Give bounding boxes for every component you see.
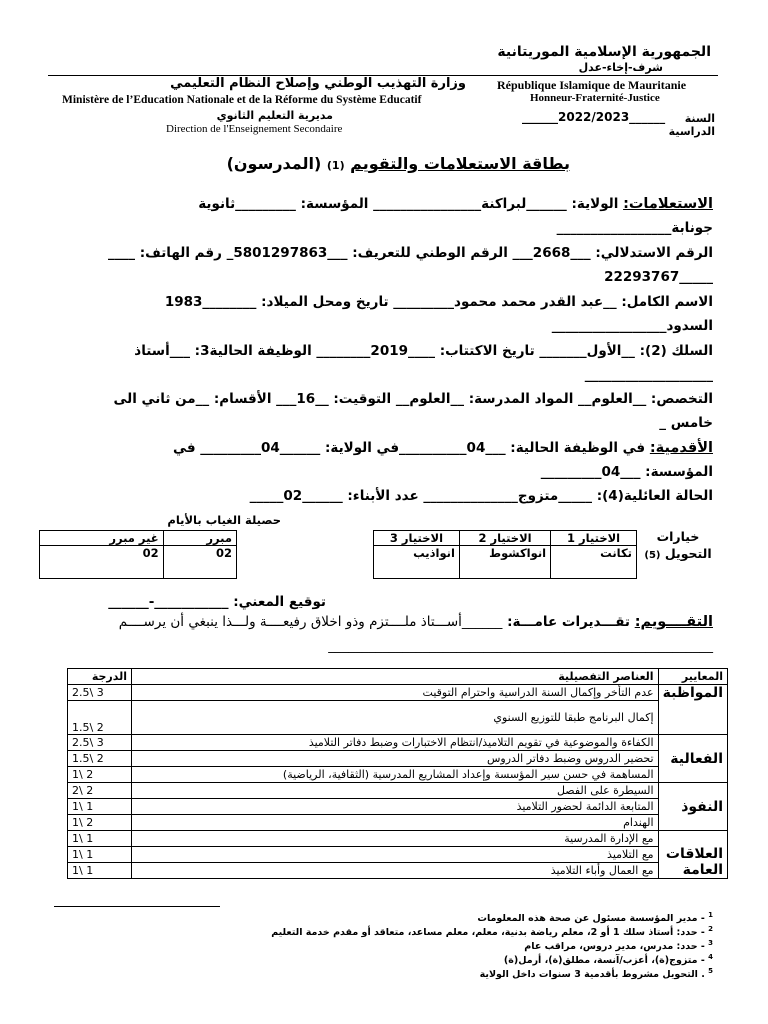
- school-year-label-2: الدراسية: [668, 125, 715, 138]
- direction-ar: مديرية التعليم الثانوي: [216, 109, 333, 122]
- info-line-4b: ___________________: [584, 367, 713, 383]
- criteria-grade: 1.5\ 2: [68, 751, 132, 767]
- ministry-ar: وزارة التهذيب الوطني وإصلاح النظام التعليمي: [170, 76, 466, 91]
- info-line-4: السلك (2): __الأول_______ تاريخ الاكتتاب: ____2019________ الوظيفة الحالية3: ___أستاذ: [134, 343, 713, 359]
- criteria-grade: 1\ 1: [68, 863, 132, 879]
- absence-table: [39, 530, 237, 579]
- evaluation-label: التقــــويم:: [634, 614, 713, 630]
- info-line-5b: خامس _: [659, 415, 713, 431]
- country-name-fr: République Islamique de Mauritanie: [497, 78, 687, 92]
- criteria-grade: 1\ 1: [68, 799, 132, 815]
- choice-1-value: تكانت: [551, 546, 637, 579]
- absence-unjustified-header: غير مبرر: [40, 531, 164, 546]
- info-line-1b: جونابة_________________: [556, 220, 713, 236]
- transfer-label-ref: (5): [644, 550, 661, 561]
- info-line-2: الرقم الاستدلالي: ___2668___ الرقم الوطني للتعريف: ___5801297863_ رقم الهاتف: ____: [108, 245, 713, 261]
- title-sub: (المدرسون): [226, 154, 322, 173]
- choice-2-header: الاختيار 2: [459, 531, 550, 546]
- criterion-influence: النفوذ: [658, 783, 727, 831]
- transfer-choices-table: [373, 530, 637, 579]
- info-line-6-text: في الوظيفة الحالية: ___04__________في الولاية: ______04_________ في: [173, 440, 646, 456]
- signature-line: ___________-______: [108, 594, 229, 610]
- criteria-header-criterion: المعايير: [658, 669, 727, 685]
- info-line-3: الاسم الكامل: __عبد القدر محمد محمود_________ تاريخ ومحل الميلاد: ________1983: [164, 294, 713, 310]
- criteria-header-grade: الدرجة: [68, 669, 132, 685]
- info-line-3b: السدود_________________: [551, 318, 713, 334]
- absence-justified-header: مبرر: [163, 531, 236, 546]
- criterion-effectiveness: الفعالية: [658, 735, 727, 783]
- footnote-num: 3: [708, 939, 713, 947]
- page-title: [227, 154, 570, 173]
- school-year-value: ______2022/2023______: [522, 110, 666, 124]
- evaluation-line-2: _________________________________________________________: [328, 638, 713, 654]
- ministry-fr: Ministère de l’Education Nationale et de la Réforme du Système Educatif: [62, 94, 422, 106]
- choice-3-value: انواذيب: [374, 546, 460, 579]
- info-line-2b: _____22293767: [604, 269, 713, 285]
- footnote-5: [480, 967, 713, 980]
- transfer-label-text: خيارات التحويل: [656, 529, 712, 561]
- criteria-item: السيطرة على الفصل: [132, 783, 659, 799]
- title-footnote-ref: (1): [326, 159, 345, 172]
- criteria-grade: 2.5\ 3: [68, 735, 132, 751]
- absence-justified-value: 02: [163, 546, 236, 579]
- seniority-label: الأقدمية:: [649, 440, 713, 456]
- transfer-label: [643, 528, 713, 564]
- criteria-item: إكمال البرنامج طبقا للتوزيع السنوي: [132, 701, 659, 735]
- general-assessment-label: تقـــديرات عامـــة:: [507, 614, 630, 630]
- footnote-num: 4: [708, 953, 713, 961]
- criteria-grade: 1\ 2: [68, 767, 132, 783]
- criteria-item: تحضير الدروس وضبط دفاتر الدروس: [132, 751, 659, 767]
- criteria-item: مع العمال وأباء التلاميذ: [132, 863, 659, 879]
- criteria-item: الكفاءة والموضوعية في تقويم التلاميذ/انتظام الاختبارات وضبط دفاتر التلاميذ: [132, 735, 659, 751]
- info-line-6: [173, 440, 713, 456]
- footnote-3: [524, 939, 713, 952]
- country-name-ar: الجمهورية الإسلامية الموريتانية: [497, 44, 711, 60]
- choice-3-header: الاختيار 3: [374, 531, 460, 546]
- criteria-grade: 2\ 2: [68, 783, 132, 799]
- criterion-attendance: المواظبة: [658, 685, 727, 735]
- info-line-5: التخصص: __العلوم__ المواد المدرسة: __العلوم__ التوقيت: __16___ الأقسام: __من ثاني الى: [113, 391, 713, 407]
- footnote-num: 1: [708, 911, 713, 919]
- choice-1-header: الاختيار 1: [551, 531, 637, 546]
- footnote-text: - مدير المؤسسة مسئول عن صحة هذه المعلومات: [477, 913, 705, 925]
- footnote-num: 2: [708, 925, 713, 933]
- signature-label: توقيع المعني:: [233, 594, 326, 610]
- criteria-item: عدم التأخر وإكمال السنة الدراسية واحترام التوقيت: [132, 685, 659, 701]
- motto-fr: Honneur-Fraternité-Justice: [530, 92, 660, 104]
- criteria-item: مع التلاميذ: [132, 847, 659, 863]
- info-line-1: [198, 196, 713, 212]
- footnote-2: [271, 925, 713, 938]
- choice-2-value: انواكشوط: [459, 546, 550, 579]
- motto-ar: شرف-إخاء-عدل: [578, 61, 663, 74]
- info-section-label: الاستعلامات:: [623, 196, 713, 212]
- footnote-text: . التحويل مشروط بأقدمية 3 سنوات داخل الولاية: [479, 969, 705, 981]
- criteria-grade: 1\ 1: [68, 831, 132, 847]
- signature-row: [108, 594, 326, 610]
- footnote-num: 5: [708, 967, 713, 975]
- footnote-text: - حدد: مدرس، مدير دروس، مراقب عام: [524, 941, 705, 953]
- footnote-text: - متزوج(ة)، أعزب/آنسة، مطلق(ة)، أرمل(ة): [503, 955, 705, 967]
- footnote-divider: [54, 906, 220, 907]
- criteria-item: المساهمة في حسن سير المؤسسة وإعداد المشاريع المدرسية (الثقافية، الرياضية): [132, 767, 659, 783]
- criterion-public-relations: العلاقات العامة: [658, 831, 727, 879]
- footnote-1: [477, 911, 713, 924]
- criteria-grade: 1\ 2: [68, 815, 132, 831]
- criteria-item: مع الإدارة المدرسية: [132, 831, 659, 847]
- info-line-7: الحالة العائلية(4): _____متزوج______________ عدد الأبناء: ______02_____: [249, 488, 713, 504]
- absence-title: حصيلة الغياب بالأيام: [167, 513, 281, 527]
- absence-unjustified-value: 02: [40, 546, 164, 579]
- criteria-header-items: العناصر التفصيلية: [132, 669, 659, 685]
- footnote-4: [504, 953, 713, 966]
- criteria-grade: 2.5\ 3: [68, 685, 132, 701]
- info-line-1-text: الولاية: ______لبراكنة________________ المؤسسة: _________ثانوية: [198, 196, 619, 212]
- evaluation-row: [119, 614, 713, 630]
- title-main: بطاقة الاستعلامات والتقويم: [350, 154, 570, 173]
- direction-fr: Direction de l'Enseignement Secondaire: [166, 123, 343, 135]
- criteria-grade: 1.5\ 2: [68, 701, 132, 735]
- footnote-text: - حدد: أستاذ سلك 1 أو 2، معلم رياضة بدنية، معلم، معلم مساعد، متعاقد أو مقدم خدمة التعليم: [271, 927, 705, 939]
- info-line-6b: المؤسسة: ___04_________: [540, 464, 713, 480]
- criteria-table: [67, 668, 728, 879]
- criteria-item: المتابعة الدائمة لحضور التلاميذ: [132, 799, 659, 815]
- school-year-label: السنة: [684, 112, 715, 125]
- general-assessment-text: ______أســـتاذ ملــــتزم وذو اخلاق رفيعــــة ولـــذا ينبغي أن يرســــم: [118, 614, 503, 630]
- criteria-grade: 1\ 1: [68, 847, 132, 863]
- criteria-item: الهندام: [132, 815, 659, 831]
